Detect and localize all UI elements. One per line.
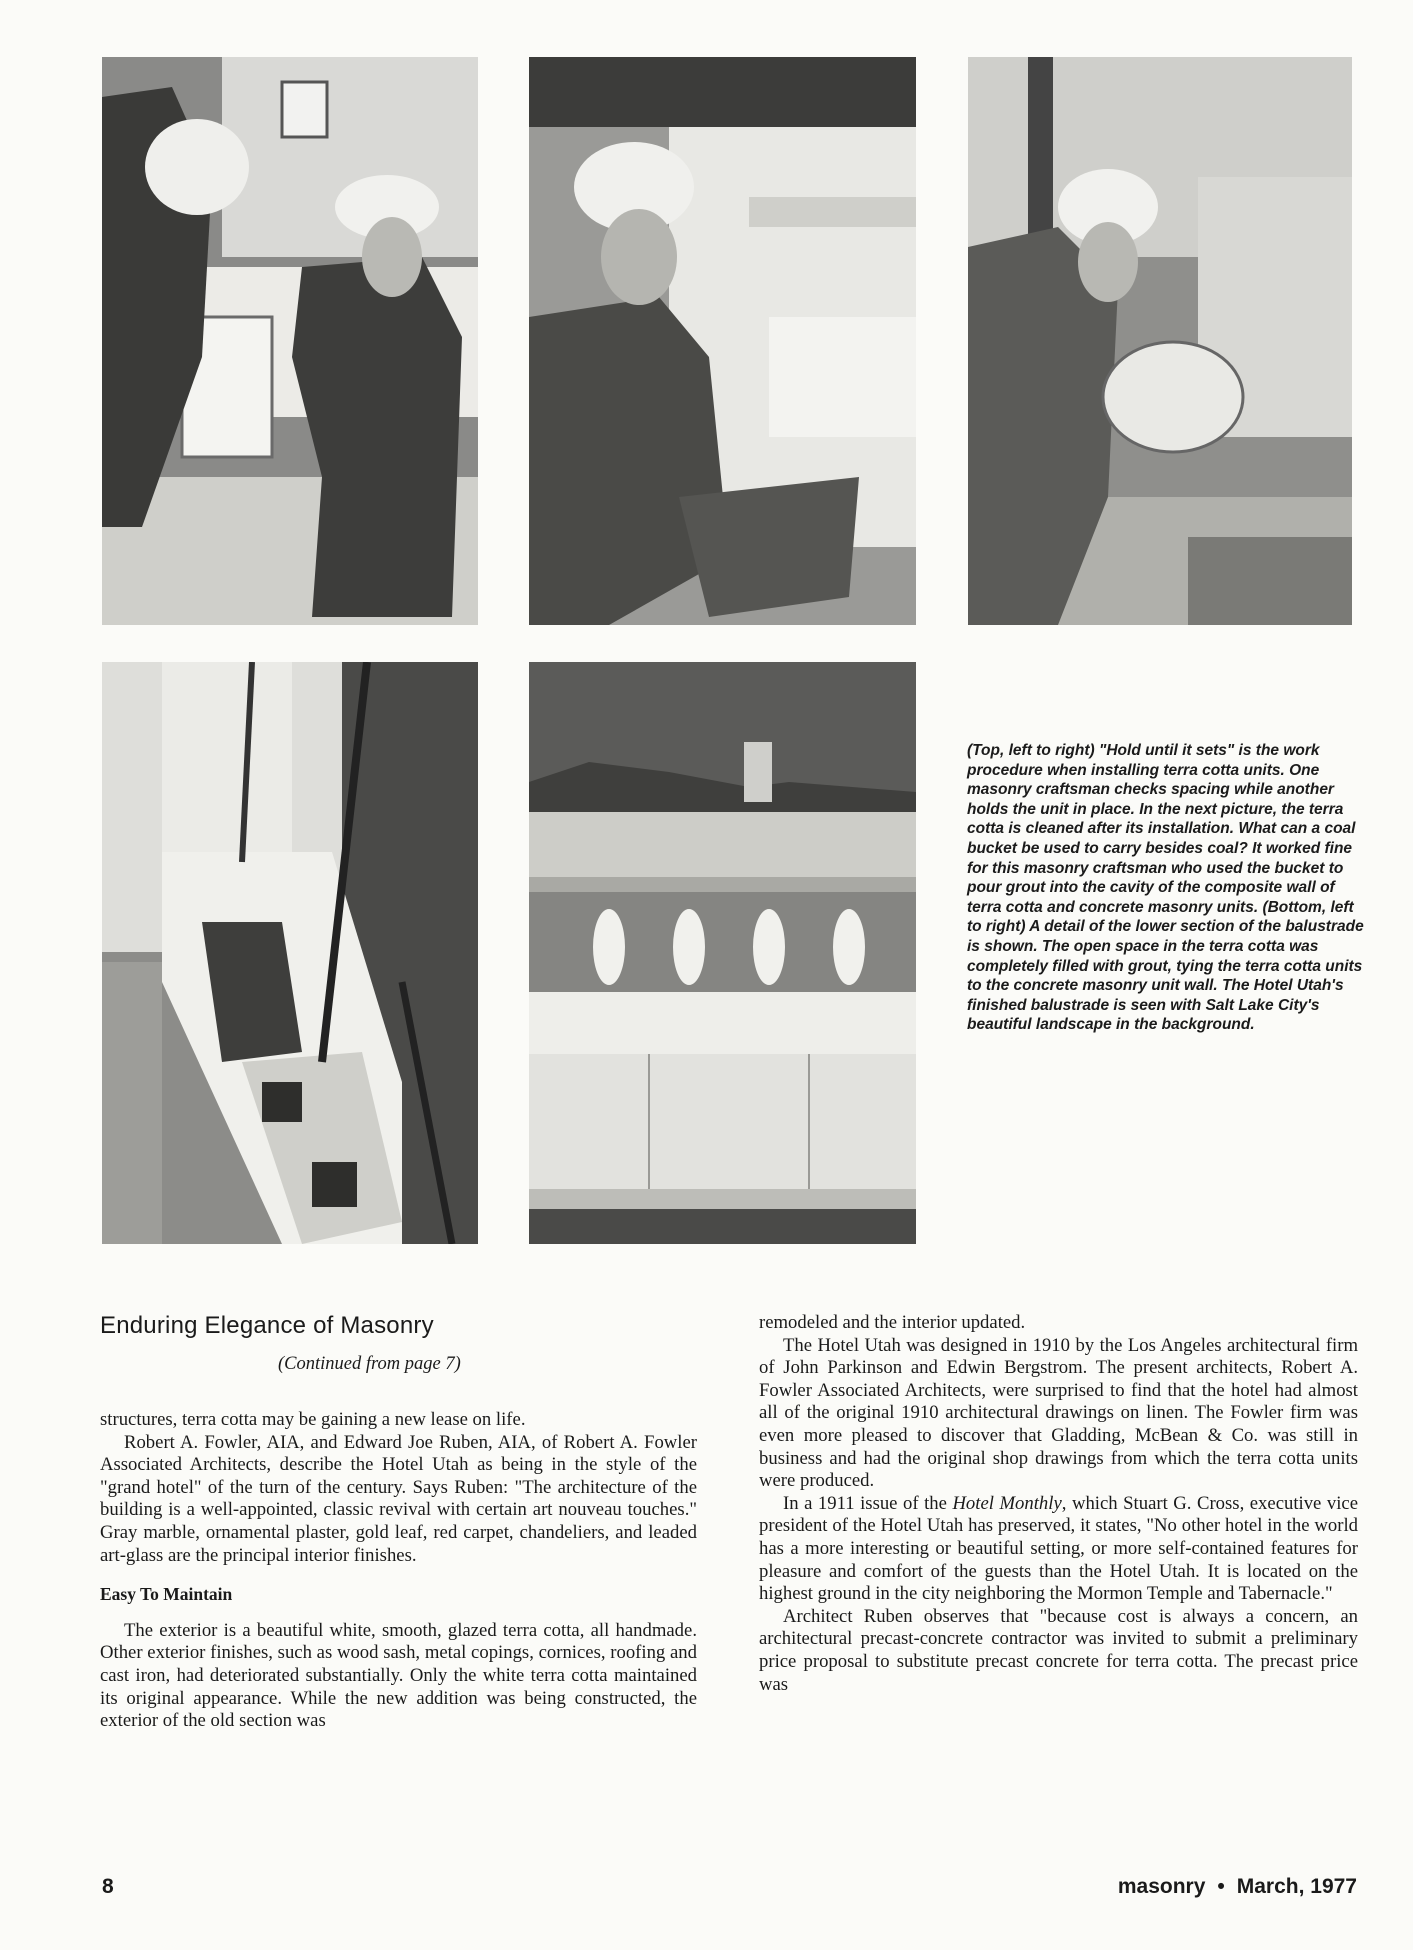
continued-note: (Continued from page 7) (278, 1354, 461, 1374)
subhead: Easy To Maintain (100, 1584, 233, 1605)
paragraph: The Hotel Utah was designed in 1910 by the Los Angeles architectural firm of John Parkinson and Edwin Bergstrom. The present architects, Robert A. Fowler Associated Architects, were surprised to find that the hotel had almost all of the original 1910 architectural drawings on linen. The Fowler firm was even more pleased to discover that Gladding, McBean & Co. was still in business and had the original shop drawings from which the terra cotta units were produced. (759, 1334, 1358, 1492)
running-footer (1118, 1875, 1357, 1899)
paragraph: structures, terra cotta may be gaining a new lease on life. (100, 1409, 526, 1430)
paragraph: remodeled and the interior updated. (759, 1312, 1026, 1333)
bullet-icon: • (1217, 1875, 1225, 1898)
photo-bottom-center (529, 662, 916, 1244)
article-right-column (759, 1312, 1358, 1696)
photo-bottom-left (102, 662, 478, 1244)
page-number: 8 (102, 1875, 114, 1898)
publication-title: Hotel Monthly (952, 1492, 1062, 1514)
text-run: , which Stuart G. Cross, executive vice president of the Hotel Utah has preserved, it states, "No other hotel in the world has a more interesting or beautiful setting, or more self-contained features for pleasure and comfort of the guests than the Hotel Utah. It is located on the highest ground in the city neighboring the Mormon Temple and Tabernacle." (759, 1492, 1358, 1605)
paragraph: Robert A. Fowler, AIA, and Edward Joe Ruben, AIA, of Robert A. Fowler Associated Architects, describe the Hotel Utah as being in the style of the "grand hotel" of the turn of the century. Says Ruben: "The architecture of the building is a well-appointed, classic revival with certain art nouveau touches." Gray marble, ornamental plaster, gold leaf, red carpet, chandeliers, and leaded art-glass are the principal interior finishes. (100, 1431, 697, 1566)
photo-worker-pouring-grout-icon (968, 57, 1352, 625)
paragraph: The exterior is a beautiful white, smooth, glazed terra cotta, all handmade. Other exterior finishes, such as wood sash, metal copings, cornices, roofing and cast iron, had deteriorated substantially. Only the white terra cotta maintained its original appearance. While the new addition was being constructed, the exterior of the old section was (100, 1619, 697, 1732)
photo-finished-balustrade-icon (529, 662, 916, 1244)
magazine-name: masonry (1117, 1875, 1206, 1898)
article-left-column (100, 1409, 697, 1733)
text-run: In a 1911 issue of the (783, 1492, 953, 1514)
issue-date: March, 1977 (1236, 1875, 1357, 1898)
photo-workers-placing-terra-cotta-icon (102, 57, 478, 625)
photo-top-right (968, 57, 1352, 625)
photo-balustrade-cavity-detail-icon (102, 662, 478, 1244)
photo-caption: (Top, left to right) "Hold until it sets" is the work procedure when installing terra cotta units. One masonry craftsman checks spacing while another holds the unit in place. In the next picture, the terra cotta is cleaned after its installation. What can a coal bucket be used to carry besides coal? It worked fine for this masonry craftsman who used the bucket to pour grout into the cavity of the composite wall of terra cotta and concrete masonry units. (Bottom, left to right) A detail of the lower section of the balustrade is shown. The open space in the terra cotta was completely filled with grout, tying the terra cotta units to the concrete masonry unit wall. The Hotel Utah's finished balustrade is seen with Salt Lake City's beautiful landscape in the background. (967, 742, 1364, 1034)
paragraph (759, 1493, 1358, 1606)
photo-worker-cleaning-terra-cotta-icon (529, 57, 916, 625)
article-headline: Enduring Elegance of Masonry (100, 1312, 434, 1339)
paragraph: Architect Ruben observes that "because cost is always a concern, an architectural precast-concrete contractor was invited to submit a preliminary price proposal to substitute precast concrete for terra cotta. The precast price was (759, 1605, 1358, 1695)
photo-top-left (102, 57, 478, 625)
photo-top-center (529, 57, 916, 625)
